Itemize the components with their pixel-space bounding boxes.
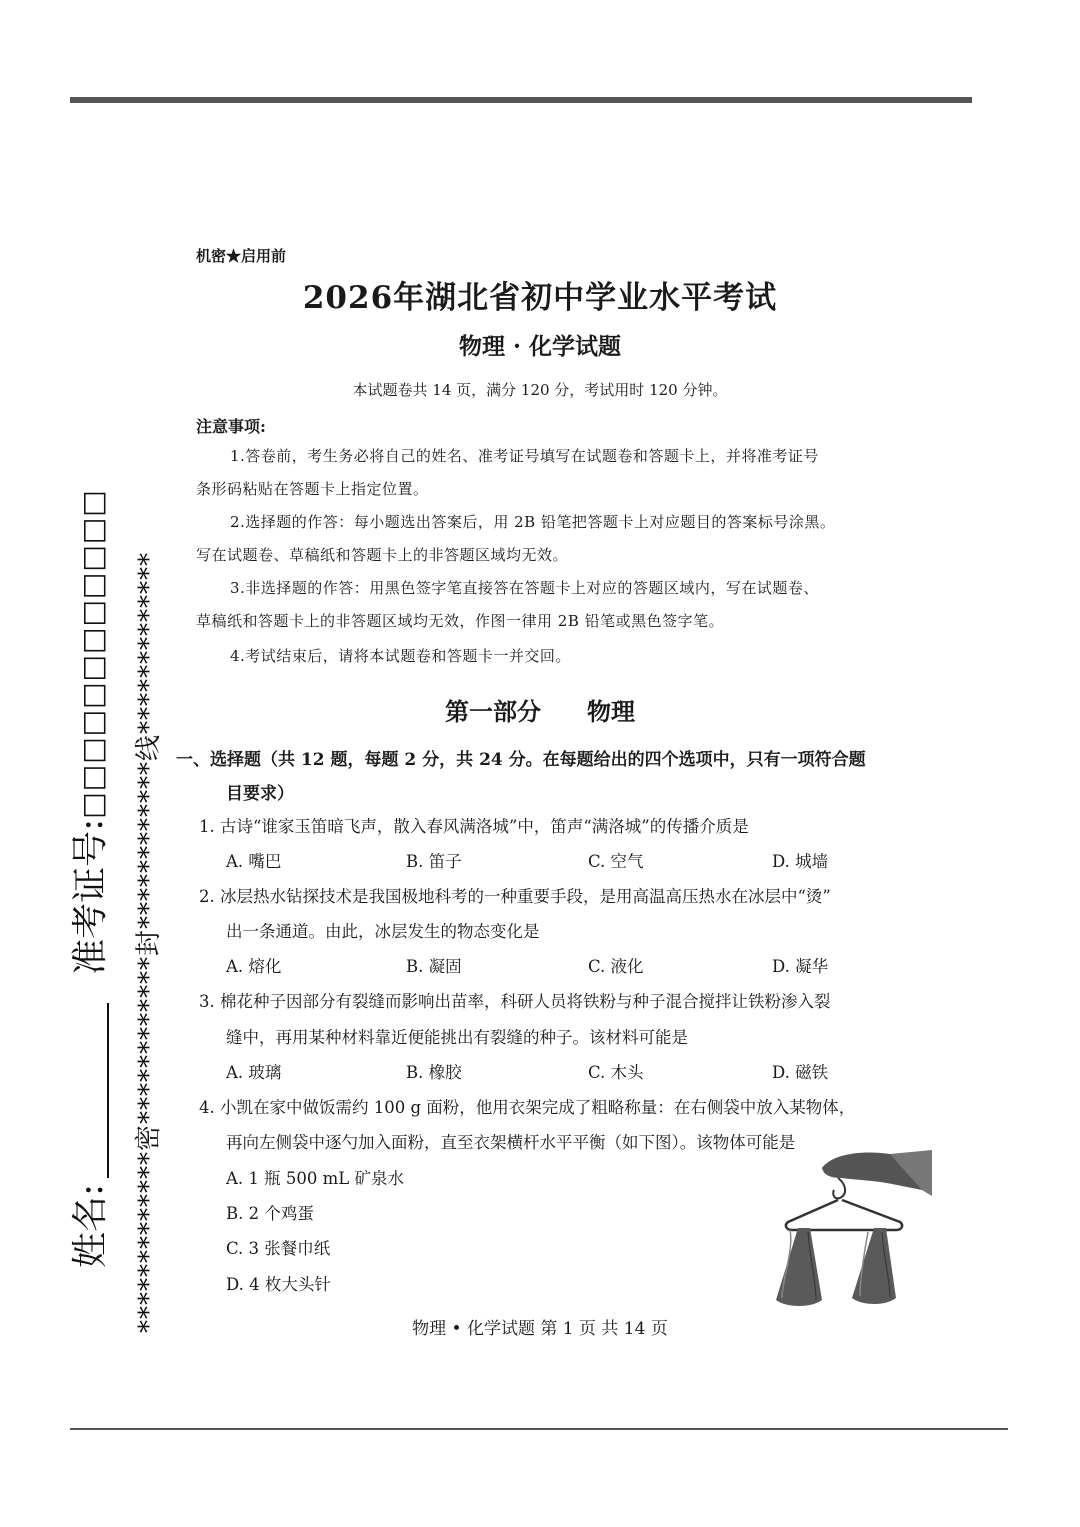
note-line: 草稿纸和答题卡上的非答题区域均无效，作图一律用 2B 铅笔或黑色签字笔。 [196, 612, 725, 630]
hanger-bar [786, 1200, 902, 1230]
q4-option-d: D. 4 枚大头针 [226, 1275, 331, 1294]
q1-option-d: D. 城墙 [772, 852, 829, 871]
exam-title: 2026年湖北省初中学业水平考试 [302, 280, 778, 316]
top-rule [70, 97, 972, 103]
q1-option-c: C. 空气 [588, 852, 644, 871]
exam-info: 本试题卷共 14 页，满分 120 分，考试用时 120 分钟。 [352, 381, 728, 399]
q2-option-c: C. 液化 [588, 957, 644, 976]
name-label: 姓名: [70, 1183, 111, 1268]
q1-option-a: A. 嘴巴 [226, 852, 282, 871]
q3-option-d: D. 磁铁 [772, 1063, 829, 1082]
question-3-stem: 3. 棉花种子因部分有裂缝而影响出苗率，科研人员将铁粉与种子混合搅拌让铁粉渗入裂 [199, 992, 831, 1011]
section-heading [0, 692, 1080, 727]
question-1-stem: 1. 古诗“谁家玉笛暗飞声，散入春风满洛城”中，笛声“满洛城”的传播介质是 [199, 817, 749, 836]
question-4-stem: 再向左侧袋中逐勺加入面粉，直至衣架横杆水平平衡（如下图）。该物体可能是 [226, 1133, 796, 1152]
hanger-hook [833, 1178, 845, 1198]
page-footer: 物理 • 化学试题 第 1 页 共 14 页 [412, 1319, 668, 1339]
question-4-stem: 4. 小凯在家中做饭需约 100 g 面粉，他用衣架完成了粗略称量：在右侧袋中放入某物体， [199, 1098, 856, 1117]
q3-option-a: A. 玻璃 [226, 1063, 282, 1082]
id-label: 准考证号: [70, 818, 111, 975]
q1-option-b: B. 笛子 [406, 852, 462, 871]
note-line: 1.答卷前，考生务必将自己的姓名、准考证号填写在试题卷和答题卡上，并将准考证号 [230, 447, 819, 465]
id-number-boxes: □□□□□□□□□□□□ [76, 489, 109, 819]
section-subject: 物理 [587, 697, 635, 726]
q2-option-d: D. 凝华 [772, 957, 829, 976]
q3-option-b: B. 橡胶 [406, 1063, 462, 1082]
hanger-balance-figure [772, 1150, 932, 1312]
q4-option-c: C. 3 张餐巾纸 [226, 1239, 331, 1258]
section-part: 第一部分 [445, 697, 541, 726]
question-2-stem: 2. 冰层热水钻探技术是我国极地科考的一种重要手段，是用高温高压热水在冰层中“烫” [199, 887, 831, 906]
q2-option-a: A. 熔化 [226, 957, 282, 976]
confidential-mark: 机密★启用前 [196, 247, 287, 265]
note-line: 2.选择题的作答：每小题选出答案后，用 2B 铅笔把答题卡上对应题目的答案标号涂黑。 [230, 513, 836, 531]
q2-option-b: B. 凝固 [406, 957, 462, 976]
candidate-fields [62, 489, 113, 1268]
q4-option-a: A. 1 瓶 500 mL 矿泉水 [226, 1169, 404, 1188]
choice-header-line1: 一、选择题（共 12 题，每题 2 分，共 24 分。在每题给出的四个选项中，只有一项符合题 [176, 750, 866, 770]
question-3-stem: 缝中，再用某种材料靠近便能挑出有裂缝的种子。该材料可能是 [226, 1028, 688, 1047]
note-line: 4.考试结束后，请将本试题卷和答题卡一并交回。 [230, 647, 571, 665]
note-line: 写在试题卷、草稿纸和答题卡上的非答题区域均无效。 [196, 546, 569, 564]
notes-heading: 注意事项: [196, 417, 266, 436]
note-line: 3.非选择题的作答：用黑色签字笔直接答在答题卡上对应的答题区域内，写在试题卷、 [230, 579, 819, 597]
q3-option-c: C. 木头 [588, 1063, 644, 1082]
question-2-stem: 出一条通道。由此，冰层发生的物态变化是 [226, 922, 540, 941]
note-line: 条形码粘贴在答题卡上指定位置。 [196, 480, 429, 498]
q4-option-b: B. 2 个鸡蛋 [226, 1204, 314, 1223]
exam-subtitle: 物理 · 化学试题 [458, 333, 622, 360]
bottom-rule [70, 1428, 1008, 1430]
seal-line: *************密************封************线************* [134, 551, 164, 1333]
choice-header-line2: 目要求） [226, 784, 294, 804]
name-blank [77, 1003, 109, 1178]
